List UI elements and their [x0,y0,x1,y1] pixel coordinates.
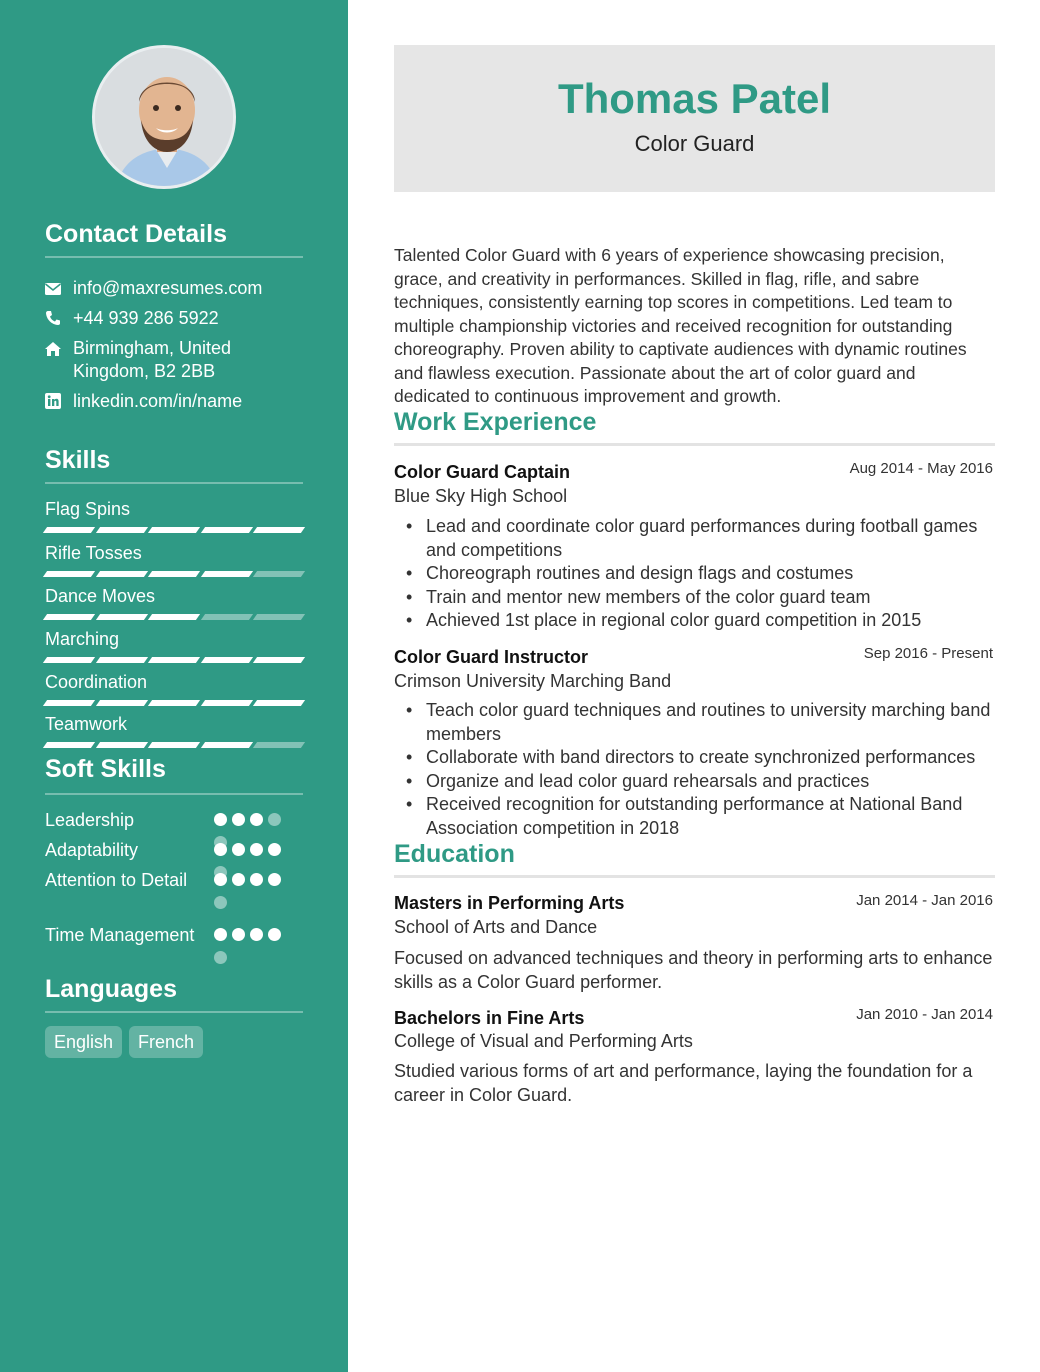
rating-dot [232,843,245,856]
skill-level-segment [253,742,305,748]
contact-section-title: Contact Details [45,220,227,248]
section-divider [45,793,303,795]
linkedin-icon [45,390,73,415]
home-icon [45,337,73,383]
list-item: • Organize and lead color guard rehearsals and practices [394,770,994,794]
soft-skill-label: Adaptability [45,840,139,860]
candidate-role: Color Guard [634,131,755,156]
list-item: • Teach color guard techniques and routines to university marching band members [394,699,994,746]
rating-dot [250,928,263,941]
skill-level-segment [43,700,95,706]
rating-dot [214,951,227,964]
rating-dot [250,873,263,886]
skill-level-bar [45,527,303,533]
skill-level-segment [201,614,253,620]
contact-linkedin[interactable] [45,390,305,415]
rating-dot [268,928,281,941]
education-date: Jan 2014 - Jan 2016 [856,892,993,909]
skill-level-segment [43,742,95,748]
list-item: • Train and mentor new members of the color guard team [394,586,994,610]
job-bullets [394,699,994,840]
skill-level-bar [45,614,303,620]
degree-title: Bachelors in Fine Arts [394,1008,585,1028]
skill-label: Rifle Tosses [45,543,142,563]
skill-level-segment [43,614,95,620]
rating-dot [232,928,245,941]
job-organization: Blue Sky High School [394,486,568,506]
contact-email[interactable] [45,277,305,302]
avatar [95,48,236,189]
school-name: College of Visual and Performing Arts [394,1031,693,1051]
list-item: • Choreograph routines and design flags and costumes [394,562,994,586]
skill-level-segment [201,700,253,706]
rating-dot [214,813,227,826]
soft-skill-label: Leadership [45,810,135,830]
rating-dot [268,813,281,826]
rating-dot [232,813,245,826]
skill-level-segment [253,527,305,533]
skill-level-segment [148,614,200,620]
sidebar [0,0,348,1372]
skill-level-bar [45,657,303,663]
address-text: Birmingham, United Kingdom, B2 2BB [73,338,232,381]
work-section-title: Work Experience [394,408,597,436]
rating-dot [232,873,245,886]
skill-label: Dance Moves [45,586,156,606]
skill-level-segment [148,571,200,577]
candidate-name: Thomas Patel [557,75,832,122]
education-section-title: Education [394,840,515,868]
job-title: Color Guard Captain [394,462,571,482]
language-tag: English [45,1026,122,1058]
skill-level-segment [95,700,147,706]
job-bullets [394,515,994,633]
rating-dot [214,928,227,941]
skill-label: Coordination [45,672,148,692]
skills-section-title: Skills [45,446,111,474]
phone-icon [45,307,73,332]
skill-level-segment [95,742,147,748]
soft-skill-rating [214,928,294,964]
job-organization: Crimson University Marching Band [394,671,672,691]
skill-level-segment [148,527,200,533]
list-item: • Achieved 1st place in regional color guard competition in 2015 [394,609,994,633]
skill-level-segment [201,571,253,577]
section-divider [394,875,995,878]
skill-level-segment [148,657,200,663]
language-tag: French [129,1026,203,1058]
skill-level-segment [253,614,305,620]
languages-section-title: Languages [45,975,177,1003]
school-name: School of Arts and Dance [394,917,598,937]
skill-level-segment [43,571,95,577]
rating-dot [214,843,227,856]
skill-level-bar [45,700,303,706]
education-description: Focused on advanced techniques and theory in performing arts to enhance skills as a Color Guard performer. [394,948,993,992]
skill-level-segment [201,527,253,533]
soft-skill-label: Time Management [45,925,195,945]
email-text: info@maxresumes.com [73,278,263,298]
header-banner [394,45,995,192]
list-item: • Collaborate with band directors to create synchronized performances [394,746,994,770]
rating-dot [250,813,263,826]
skill-level-segment [43,657,95,663]
contact-phone[interactable] [45,307,305,332]
soft-skills-section-title: Soft Skills [45,755,166,783]
skill-level-segment [148,700,200,706]
skill-level-segment [95,571,147,577]
section-divider [45,1011,303,1013]
skill-level-segment [253,700,305,706]
skill-level-bar [45,571,303,577]
skill-label: Teamwork [45,714,128,734]
phone-text: +44 939 286 5922 [73,308,219,328]
skill-level-segment [253,657,305,663]
skill-level-segment [95,614,147,620]
soft-skill-rating [214,873,294,909]
skill-level-segment [148,742,200,748]
skill-level-segment [253,571,305,577]
soft-skill-label: Attention to Detail [45,870,188,890]
skill-level-segment [95,527,147,533]
education-description: Studied various forms of art and performance, laying the foundation for a career in Color Guard. [394,1061,973,1105]
degree-title: Masters in Performing Arts [394,893,625,913]
summary-paragraph: Talented Color Guard with 6 years of experience showcasing precision, grace, and creativity in performances. Skilled in flag, rifle, and sabre techniques, consistently earning top scores in competitions. Led team to multiple championship victories and received recognition for outstanding choreography. Proven ability to captivate audiences with dynamic routines and flawless execution. Passionate about the art of color guard and dedicated to continuous improvement and growth. [394,245,967,406]
skill-level-bar [45,742,303,748]
rating-dot [250,843,263,856]
education-date: Jan 2010 - Jan 2014 [856,1006,993,1023]
job-date: Aug 2014 - May 2016 [849,460,993,477]
skill-level-segment [95,657,147,663]
skill-label: Flag Spins [45,499,131,519]
rating-dot [268,873,281,886]
section-divider [45,482,303,484]
profile-photo [92,45,236,189]
section-divider [45,256,303,258]
rating-dot [214,896,227,909]
section-divider [394,443,995,446]
list-item: • Received recognition for outstanding performance at National Band Association competition in 2018 [394,793,994,840]
envelope-icon [45,277,73,302]
job-title: Color Guard Instructor [394,647,589,667]
skill-level-segment [201,657,253,663]
rating-dot [214,873,227,886]
skill-level-segment [201,742,253,748]
skill-level-segment [43,527,95,533]
list-item: • Lead and coordinate color guard performances during football games and competitions [394,515,994,562]
linkedin-text: linkedin.com/in/name [73,391,243,411]
rating-dot [268,843,281,856]
skill-label: Marching [45,629,120,649]
job-date: Sep 2016 - Present [863,645,993,662]
contact-address [45,337,265,383]
